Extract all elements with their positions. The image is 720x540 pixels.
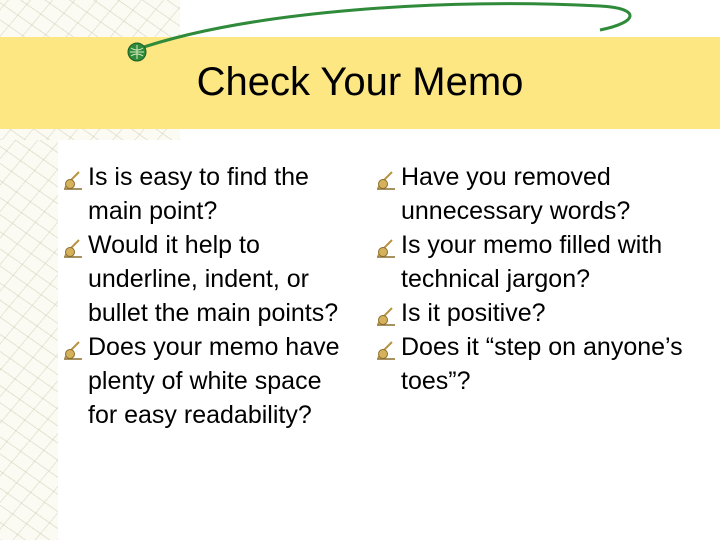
bullet-text: Is is easy to find the main point? [88,163,309,225]
right-bullet-list [375,160,695,398]
bullet-item [375,330,695,398]
slide-title: Check Your Memo [196,60,524,104]
bullet-item [62,160,352,228]
pencil-bullet-icon [375,339,397,361]
pencil-bullet-icon [375,305,397,327]
bullet-text: Would it help to underline, indent, or bullet the main points? [88,231,339,327]
pencil-bullet-icon [375,237,397,259]
bullet-item [375,228,695,296]
bullet-text: Does it “step on anyone’s toes”? [401,333,683,395]
pencil-bullet-icon [62,237,84,259]
bullet-item [62,228,352,330]
bullet-text: Is your memo filled with technical jargon? [401,231,663,293]
pencil-bullet-icon [62,339,84,361]
pencil-bullet-icon [375,169,397,191]
bullet-item [375,160,695,228]
bullet-item [375,296,695,330]
bullet-text: Is it positive? [401,299,546,327]
bullet-text: Have you removed unnecessary words? [401,163,631,225]
bullet-item [62,330,352,432]
left-bullet-list [62,160,352,432]
bullet-text: Does your memo have plenty of white space for easy readability? [88,333,340,429]
pencil-bullet-icon [62,169,84,191]
